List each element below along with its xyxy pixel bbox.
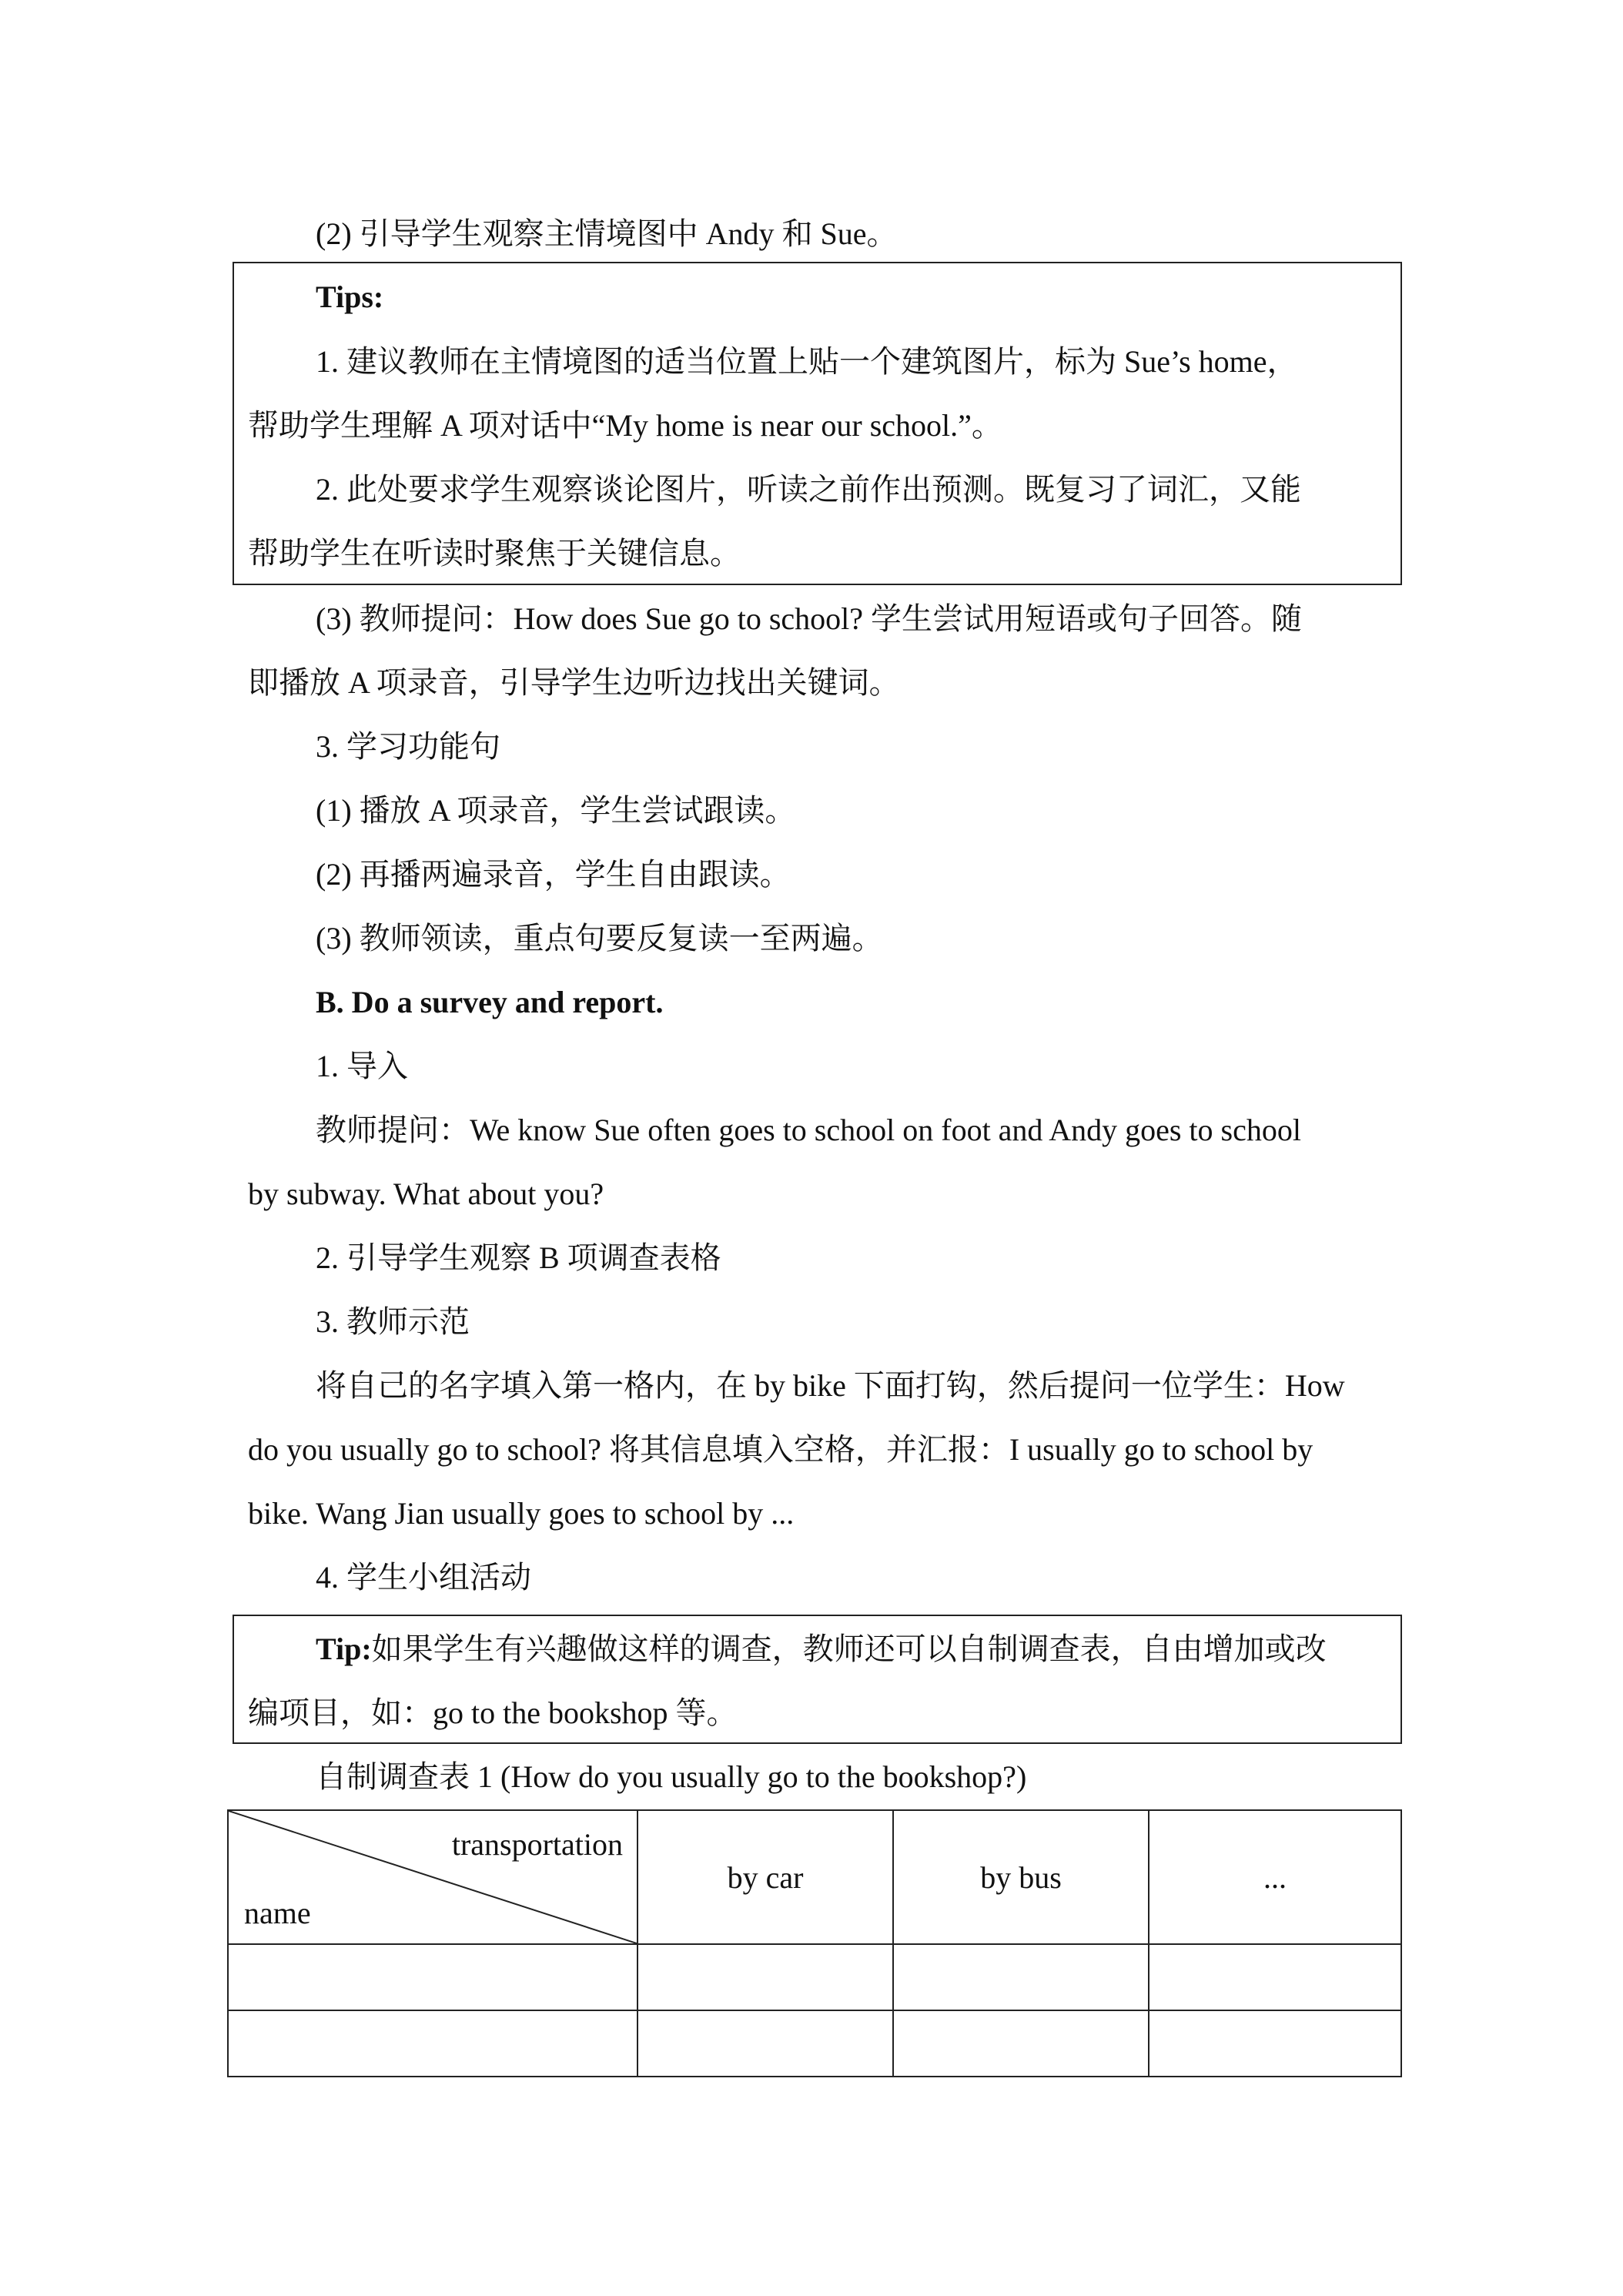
tip-line-1 (316, 1628, 1327, 1671)
b-step-3-line-2: do you usually go to school? 将其信息填入空格，并汇报：I usually go to school by (248, 1432, 1313, 1467)
table-cell (228, 1944, 637, 2010)
table-header-row (228, 1810, 1401, 1944)
table-cell (637, 1944, 893, 2010)
header-transportation: transportation (451, 1827, 623, 1862)
b-step-3-line-1: 将自己的名字填入第一格内，在 by bike 下面打钩，然后提问一位学生：How (316, 1368, 1345, 1403)
table-cell (1149, 1944, 1401, 2010)
tip-label: Tip: (316, 1632, 372, 1666)
step-3-line-2: 即播放 A 项录音，引导学生边听边找出关键词。 (248, 665, 900, 700)
table-row (228, 1944, 1401, 2010)
section-3-heading: 3. 学习功能句 (316, 729, 500, 764)
table-cell (893, 2010, 1149, 2077)
tip-2-line-2: 帮助学生在听读时聚焦于关键信息。 (248, 536, 741, 571)
header-by-bus: by bus (893, 1810, 1149, 1944)
section-3-item-2: (2) 再播两遍录音，学生自由跟读。 (316, 857, 791, 892)
b-step-3-line-3: bike. Wang Jian usually goes to school by ... (248, 1496, 795, 1531)
section-3-item-3: (3) 教师领读，重点句要反复读一至两遍。 (316, 921, 883, 956)
b-step-2-heading: 2. 引导学生观察 B 项调查表格 (316, 1240, 721, 1275)
survey-table (227, 1809, 1402, 2077)
tip-text: 如果学生有兴趣做这样的调查，教师还可以自制调查表，自由增加或改 (371, 1632, 1327, 1666)
header-by-car: by car (637, 1810, 893, 1944)
table-cell (893, 1944, 1149, 2010)
b-step-1-line-2: by subway. What about you? (248, 1176, 604, 1211)
table-caption: 自制调查表 1 (How do you usually go to the bookshop?) (316, 1759, 1027, 1794)
b-step-4-heading: 4. 学生小组活动 (316, 1560, 531, 1595)
tip-1-line-1: 1. 建议教师在主情境图的适当位置上贴一个建筑图片，标为 Sue’s home， (316, 344, 1298, 379)
section-b-heading: B. Do a survey and report. (316, 985, 664, 1019)
table-cell (637, 2010, 893, 2077)
step-3-line-1: (3) 教师提问：How does Sue go to school? 学生尝试用短语或句子回答。随 (316, 601, 1303, 636)
table-row (228, 2010, 1401, 2077)
step-2-line: (2) 引导学生观察主情境图中 Andy 和 Sue。 (316, 216, 898, 251)
tip-1-line-2: 帮助学生理解 A 项对话中“My home is near our school.”。 (248, 408, 1002, 443)
b-step-3-heading: 3. 教师示范 (316, 1304, 470, 1339)
diagonal-header-cell (228, 1810, 637, 1944)
table-cell (228, 2010, 637, 2077)
table-cell (1149, 2010, 1401, 2077)
tips-title: Tips: (316, 279, 384, 314)
header-name: name (244, 1896, 311, 1930)
tip-line-2: 编项目，如：go to the bookshop 等。 (248, 1695, 738, 1730)
section-3-item-1: (1) 播放 A 项录音，学生尝试跟读。 (316, 793, 796, 828)
b-step-1-line-1: 教师提问：We know Sue often goes to school on foot and Andy goes to school (316, 1113, 1301, 1147)
tip-2-line-1: 2. 此处要求学生观察谈论图片，听读之前作出预测。既复习了词汇，又能 (316, 472, 1301, 507)
b-step-1-heading: 1. 导入 (316, 1049, 408, 1083)
header-ellipsis: ... (1149, 1810, 1401, 1944)
